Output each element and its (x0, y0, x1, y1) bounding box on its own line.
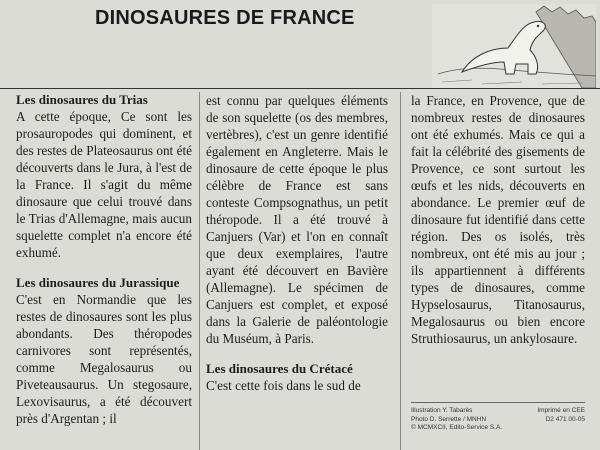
column-3 (411, 92, 585, 347)
section-heading-cretace: Les dinosaures du Crétacé (206, 361, 353, 376)
paragraph-jurassique: C'est en Normandie que les restes de dinosaures sont les plus abondants. Des théropodes carnivores sont représentés, comme Megalosaurus ou Piveteausaurus. Un stegosaure, Lexovisaurus, a été découvert près d'Argentan ; il (16, 292, 192, 426)
paragraph-cretace-continued: la France, en Provence, que de nombreux restes de dinosaures ont été exhumés. Mais ce qui a fait la célébrité des gisements de Provence, ce sont surtout les œufs et les nids, découverts en abondance. Le premier œuf de dinosaure fut identifié dans cette région. Des os isolés, très nombreux, ont été mis au jour ; ils appartiennent à différents types de dinosaures, comme Hypselosaurus, Titanosaurus, Megalosaurus ou bien encore Struthiosaurus, un ankylosaure. (411, 93, 585, 346)
page-title: DINOSAURES DE FRANCE (95, 7, 355, 29)
column-1 (16, 92, 192, 427)
paragraph-cretace: C'est cette fois dans le sud de (206, 378, 361, 393)
credit-copyright: © MCMXCII, Edito-Service S.A. (411, 424, 503, 431)
credit-photo: Photo D. Serrette / MNHN (411, 415, 487, 423)
column-divider-2 (400, 92, 401, 450)
credit-code: D2 471 00-05 (545, 415, 585, 423)
paragraph-trias: A cette époque, Ce sont les prosauropodes qui dominent, et des restes de Plateosaurus ont été découverts dans le Jura, à l'est de la France. Il s'agit du même dinosaure que celui trouvé dans le Trias d'Allemagne, mais aucun squelette complet n'a encore été exhumé. (16, 109, 192, 260)
credits (411, 402, 585, 433)
dinosaur-sketch-icon (432, 4, 596, 88)
credit-printed: Imprimé en CEE (537, 407, 585, 414)
paragraph-jurassique-continued: est connu par quelques éléments de son squelette (os des membres, vertèbres), c'est un genre identifié également en Angleterre. Mais le dinosaure de cette époque le plus célèbre de France est sans conteste Compsognathus, un petit théropode. Il a été trouvé à Canjuers (Var) et l'on en connaît que deux exemplaires, l'autre ayant été découvert en Bavière (Allemagne). Le spécimen de Canjuers est complet, et exposé dans la Galerie de paléontologie du Muséum, à Paris. (206, 93, 388, 346)
title-divider (0, 88, 600, 89)
section-heading-trias: Les dinosaures du Trias (16, 92, 148, 107)
credit-illustration: Illustration Y. Tabarès (411, 407, 473, 414)
column-2 (206, 92, 388, 394)
section-heading-jurassique: Les dinosaures du Jurassique (16, 275, 180, 290)
column-divider-1 (199, 92, 200, 450)
